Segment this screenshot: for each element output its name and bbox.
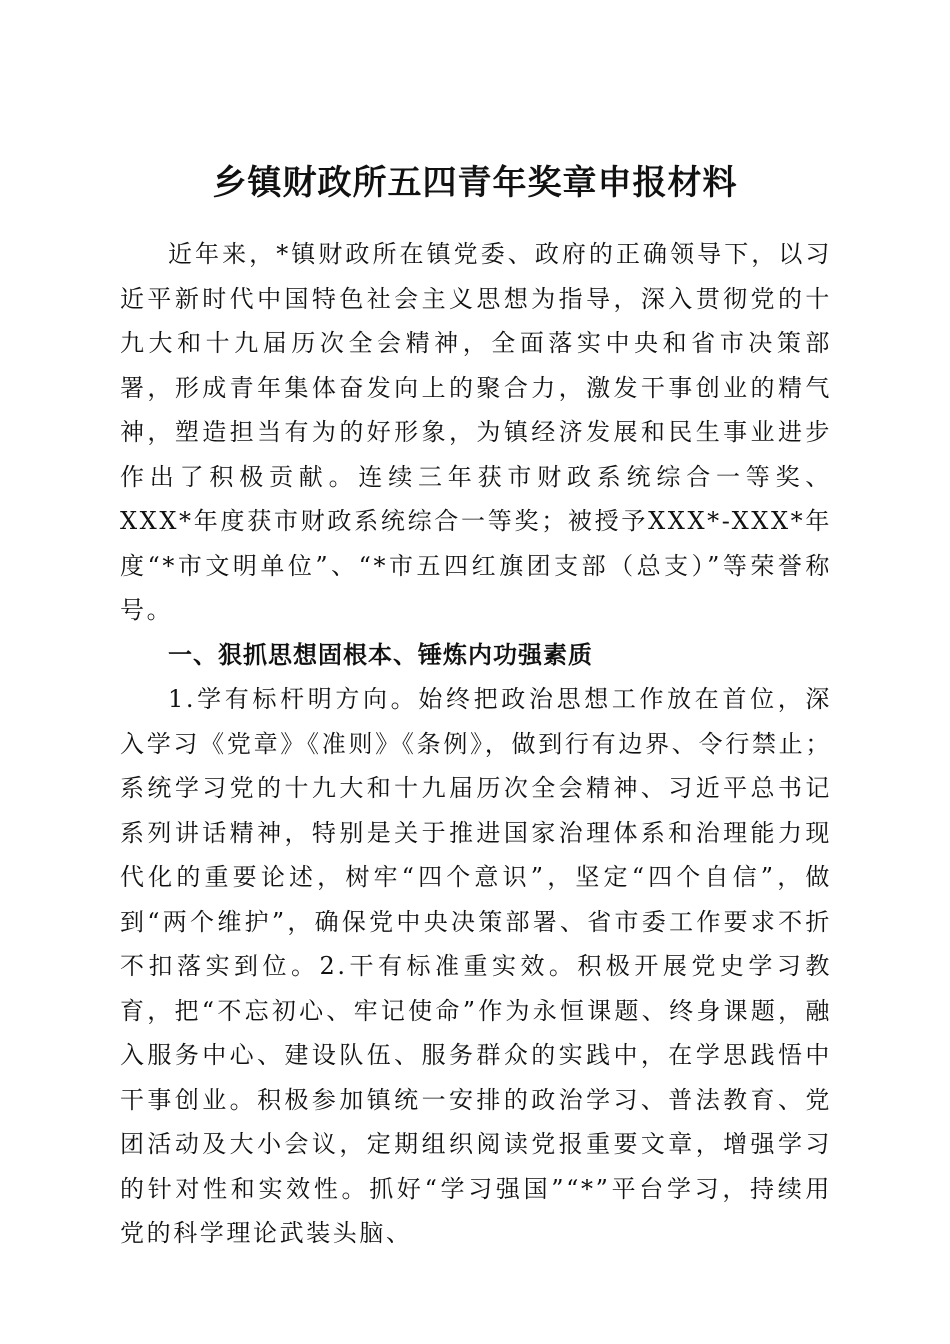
section-heading: 一、狠抓思想固根本、锤炼内功强素质 — [168, 640, 593, 669]
document-body — [120, 232, 832, 1256]
section-paragraph: 1.学有标杆明方向。始终把政治思想工作放在首位，深入学习《党章》《准则》《条例》，做到行有边界、令行禁止；系统学习党的十九大和十九届历次全会精神、习近平总书记系列讲话精神，特别是关于推进国家治理体系和治理能力现代化的重要论述，树牢“四个意识”，坚定“四个自信”，做到“两个维护”，确保党中央决策部署、省市委工作要求不折不扣落实到位。2.干有标准重实效。积极开展党史学习教育，把“不忘初心、牢记使命”作为永恒课题、终身课题，融入服务中心、建设队伍、服务群众的实践中，在学思践悟中干事创业。积极参加镇统一安排的政治学习、普法教育、党团活动及大小会议，定期组织阅读党报重要文章，增强学习的针对性和实效性。抓好“学习强国”“*”平台学习，持续用党的科学理论武装头脑、 — [120, 685, 832, 1247]
intro-paragraph: 近年来，*镇财政所在镇党委、政府的正确领导下，以习近平新时代中国特色社会主义思想为指导，深入贯彻党的十九大和十九届历次全会精神，全面落实中央和省市决策部署，形成青年集体奋发向上的聚合力，激发干事创业的精气神，塑造担当有为的好形象，为镇经济发展和民生事业进步作出了积极贡献。连续三年获市财政系统综合一等奖、XXX*年度获市财政系统综合一等奖；被授予XXX*-XXX*年度“*市文明单位”、“*市五四红旗团支部（总支）”等荣誉称号。 — [120, 240, 832, 624]
document-title: 乡镇财政所五四青年奖章申报材料 — [212, 162, 738, 203]
